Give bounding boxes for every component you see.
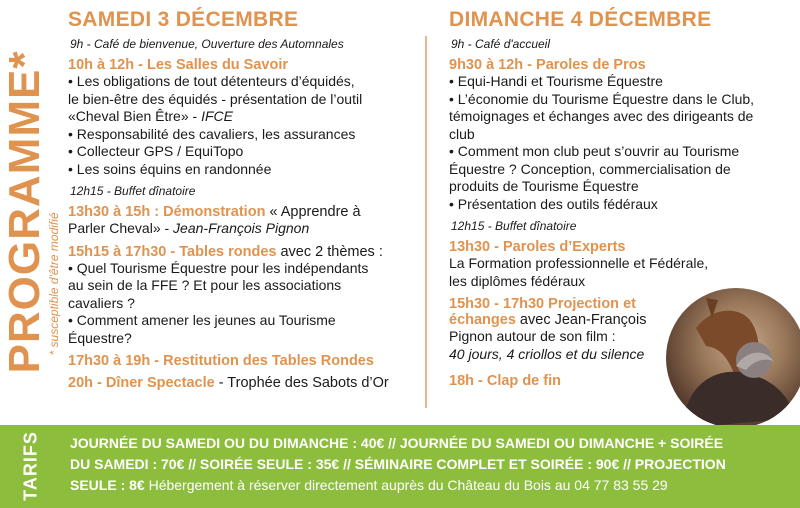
slot-line: La Formation professionnelle et Fédérale, <box>449 255 709 271</box>
list-item: club <box>449 125 475 142</box>
saturday-welcome-note: 9h - Café de bienvenue, Ouverture des Automnales <box>70 37 344 51</box>
tarifs-line: JOURNÉE DU SAMEDI OU DU DIMANCHE : 40€ // JOURNÉE DU SAMEDI OU DIMANCHE + SOIRÉE <box>70 435 724 451</box>
list-item: produits de Tourisme Équestre <box>449 178 639 194</box>
list-item: • Collecteur GPS / EquiTopo <box>68 143 244 159</box>
slot-title: 17h30 à 19h - Restitution des Tables Rondes <box>68 353 374 369</box>
slot-title: 18h - Clap de fin <box>449 373 561 389</box>
tarifs-text <box>70 433 792 496</box>
slot-title: 15h30 - 17h30 Projection et <box>449 296 636 312</box>
slot-title: 15h15 à 17h30 - Tables rondes avec 2 thèmes : <box>68 243 383 260</box>
list-item: • Comment mon club peut s’ouvrir au Tourisme <box>449 143 740 159</box>
list-item: • Les soins équins en randonnée <box>68 160 272 177</box>
list-item: «Cheval Bien Être» - IFCE <box>68 108 233 124</box>
sunday-title: DIMANCHE 4 DÉCEMBRE <box>449 8 712 31</box>
tarifs-line: DU SAMEDI : 70€ // SOIRÉE SEULE : 35€ // SÉMINAIRE COMPLET ET SOIRÉE : 90€ // PROJECTION <box>70 456 726 472</box>
programme-subtitle: * susceptible d'être modifié <box>47 212 61 356</box>
list-item: Équestre? <box>68 329 132 346</box>
list-item: • Comment amener les jeunes au Tourisme <box>68 312 336 328</box>
slot-title: 13h30 - Paroles d’Experts <box>449 239 626 255</box>
list-item: • Equi-Handi et Tourisme Équestre <box>449 73 663 89</box>
sunday-welcome-note: 9h - Café d'accueil <box>451 37 551 51</box>
saturday-slot-savoir <box>68 57 410 178</box>
slot-title-cont: échanges avec Jean-François <box>449 312 647 328</box>
list-item: • L’économie du Tourisme Équestre dans le Club, <box>449 90 755 107</box>
slot-line: Pignon autour de son film : <box>449 328 616 344</box>
saturday-slot-demonstration <box>68 204 410 238</box>
sunday-buffet-note: 12h15 - Buffet dînatoire <box>451 219 577 233</box>
saturday-slot-tables-rondes <box>68 244 410 348</box>
slot-title: 10h à 12h - Les Salles du Savoir <box>68 57 289 73</box>
list-item: • Les obligations de tout détenteurs d’équidés, <box>68 73 355 89</box>
slot-title: 13h30 à 15h : Démonstration « Apprendre à <box>68 204 361 220</box>
saturday-slot-restitution <box>68 353 410 369</box>
slot-line: les diplômes fédéraux <box>449 272 586 289</box>
list-item: témoignages et échanges avec des dirigeants de <box>449 108 754 124</box>
horse-photo <box>666 288 800 428</box>
list-item: cavaliers ? <box>68 294 135 311</box>
saturday-title: SAMEDI 3 DÉCEMBRE <box>68 8 299 31</box>
saturday-slot-diner <box>68 375 410 391</box>
programme-title: PROGRAMME* <box>0 50 49 374</box>
slot-title: 20h - Dîner Spectacle - Trophée des Sabots d’Or <box>68 375 389 391</box>
list-item: • Quel Tourisme Équestre pour les indépendants <box>68 259 369 276</box>
list-item: au sein de la FFE ? Et pour les associations <box>68 277 342 293</box>
slot-line: Parler Cheval» - Jean-François Pignon <box>68 220 310 236</box>
list-item: Équestre ? Conception, commercialisation de <box>449 160 731 177</box>
list-item: le bien-être des équidés - présentation de l’outil <box>68 90 363 107</box>
saturday-column <box>68 8 410 397</box>
tarifs-bar <box>0 425 800 508</box>
list-item: • Présentation des outils fédéraux <box>449 195 658 212</box>
film-title: 40 jours, 4 criollos et du silence <box>449 345 645 362</box>
horse-illustration <box>666 288 800 428</box>
sunday-slot-experts <box>449 239 781 290</box>
list-item: • Responsabilité des cavaliers, les assurances <box>68 125 356 142</box>
column-divider <box>425 36 427 408</box>
programme-side-label <box>0 0 61 425</box>
tarifs-line: SEULE : 8€ Hébergement à réserver directement auprès du Château du Bois au 04 77 83 55 29 <box>70 477 668 493</box>
tarifs-label: TARIFS <box>20 431 41 501</box>
sunday-slot-paroles-pros <box>449 57 781 213</box>
slot-title: 9h30 à 12h - Paroles de Pros <box>449 57 646 73</box>
saturday-buffet-note: 12h15 - Buffet dînatoire <box>70 184 196 198</box>
